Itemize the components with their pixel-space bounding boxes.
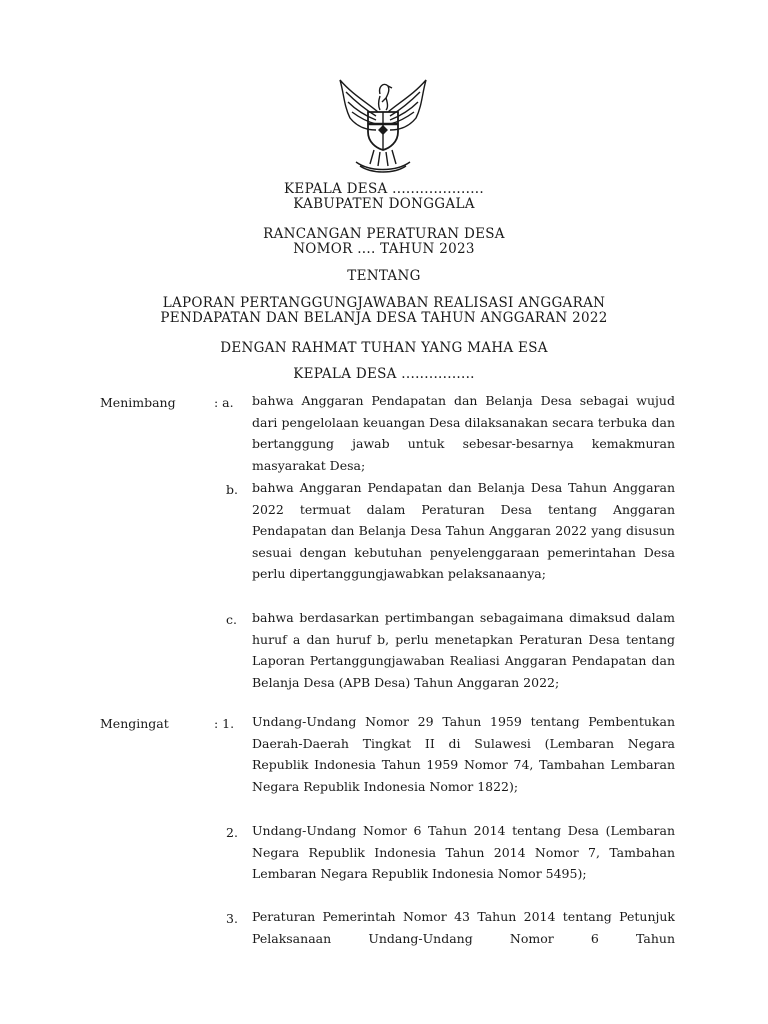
header-rahmat: DENGAN RAHMAT TUHAN YANG MAHA ESA <box>220 340 548 356</box>
menimbang-marker-c: c. <box>226 612 237 627</box>
menimbang-label: Menimbang <box>100 395 176 410</box>
header-rancangan: RANCANGAN PERATURAN DESA <box>263 226 505 242</box>
header-kepala-desa: KEPALA DESA .................... <box>284 181 484 197</box>
menimbang-item-c: bahwa berdasarkan pertimbangan sebagaimana dimaksud dalam huruf a dan huruf b, perlu menetapkan Peraturan Desa tentang Laporan Pertanggungjawaban Realiasi Anggaran Pendapatan dan Belanja Desa (APB Desa) Tahun Anggaran 2022; <box>252 610 675 690</box>
menimbang-marker-a: : a. <box>214 395 234 410</box>
menimbang-item-a: bahwa Anggaran Pendapatan dan Belanja Desa sebagai wujud dari pengelolaan keuangan Desa dilaksanakan secara terbuka dan bertanggung jawab untuk sebesar-besarnya kemakmuran masyarakat Desa; <box>252 393 675 473</box>
mengingat-item-2: Undang-Undang Nomor 6 Tahun 2014 tentang Desa (Lembaran Negara Republik Indonesia Tahun 2014 Nomor 7, Tambahan Lembaran Negara Republik Indonesia Nomor 5495); <box>252 823 675 882</box>
header-kabupaten: KABUPATEN DONGGALA <box>293 196 475 212</box>
mengingat-marker-1: : 1. <box>214 716 235 731</box>
menimbang-marker-b: b. <box>226 482 238 497</box>
garuda-emblem-icon <box>330 72 436 176</box>
header-title-line1: LAPORAN PERTANGGUNGJAWABAN REALISASI ANGGARAN <box>162 295 606 311</box>
mengingat-item-1: Undang-Undang Nomor 29 Tahun 1959 tentang Pembentukan Daerah-Daerah Tingkat II di Sulawesi (Lembaran Negara Republik Indonesia Tahun 1959 Nomor 74, Tambahan Lembaran Negara Republik Indonesia Nomor 1822); <box>252 714 675 794</box>
menimbang-item-b: bahwa Anggaran Pendapatan dan Belanja Desa Tahun Anggaran 2022 termuat dalam Peraturan Desa tentang Anggaran Pendapatan dan Belanja Desa Tahun Anggaran 2022 yang disusun sesuai dengan kebutuhan penyelenggaraan pemerintahan Desa perlu dipertanggungjawabkan pelaksanaanya; <box>252 480 675 582</box>
mengingat-item-3: Peraturan Pemerintah Nomor 43 Tahun 2014 tentang Petunjuk Pelaksanaan Undang-Undang Nomor 6 Tahun <box>252 909 675 946</box>
mengingat-label: Mengingat <box>100 716 169 731</box>
mengingat-marker-2: 2. <box>226 825 238 840</box>
mengingat-marker-3: 3. <box>226 911 238 926</box>
header-kepala-desa-2: KEPALA DESA ................ <box>293 366 475 382</box>
header-nomor: NOMOR .... TAHUN 2023 <box>293 241 475 257</box>
header-tentang: TENTANG <box>347 268 421 284</box>
header-title-line2: PENDAPATAN DAN BELANJA DESA TAHUN ANGGARAN 2022 <box>160 310 608 326</box>
